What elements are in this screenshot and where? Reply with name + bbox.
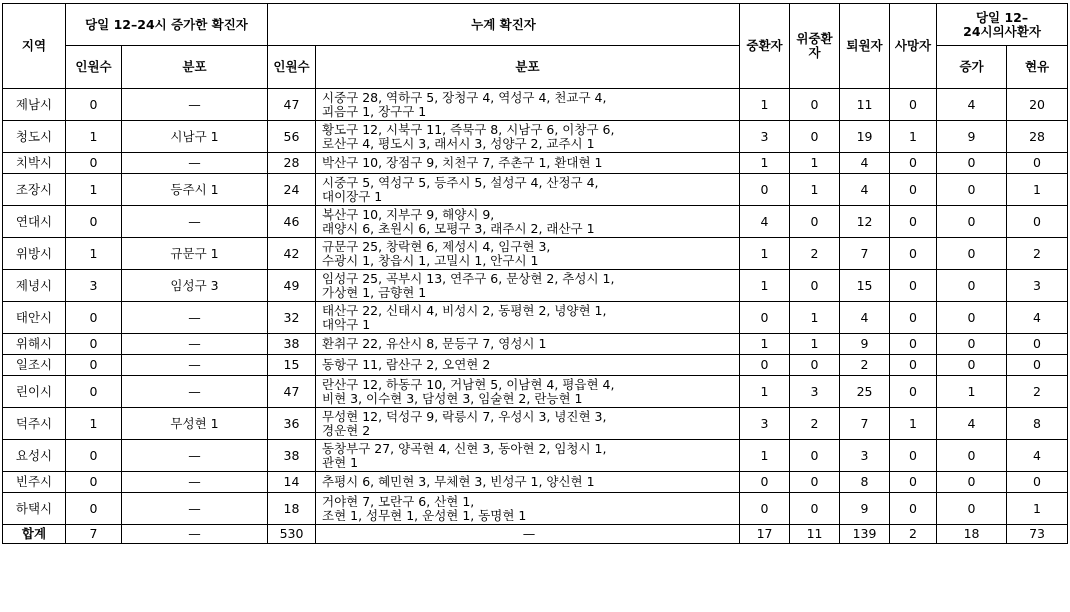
header-daily-suspected bbox=[937, 4, 1068, 46]
cell-deaths: 0 bbox=[890, 206, 937, 238]
table-row bbox=[3, 376, 1068, 408]
cell-severe: 1 bbox=[740, 238, 790, 270]
cell-increase: 18 bbox=[937, 525, 1007, 544]
cell-daily-distribution: 임성구 3 bbox=[122, 270, 268, 302]
cell-daily-distribution: — bbox=[122, 355, 268, 376]
cell-daily-count: 1 bbox=[66, 238, 122, 270]
cell-region: 빈주시 bbox=[3, 472, 66, 493]
cell-increase: 4 bbox=[937, 89, 1007, 121]
header-discharged: 퇴원자 bbox=[840, 4, 890, 89]
cell-discharged: 9 bbox=[840, 493, 890, 525]
cell-increase: 0 bbox=[937, 440, 1007, 472]
cell-current: 4 bbox=[1007, 302, 1068, 334]
cell-daily-count: 0 bbox=[66, 376, 122, 408]
cell-cum-count: 47 bbox=[268, 376, 316, 408]
cell-region: 덕주시 bbox=[3, 408, 66, 440]
cell-discharged: 4 bbox=[840, 302, 890, 334]
cell-deaths: 0 bbox=[890, 440, 937, 472]
table-row bbox=[3, 302, 1068, 334]
cell-severe: 1 bbox=[740, 270, 790, 302]
cell-severe: 0 bbox=[740, 174, 790, 206]
cell-increase: 0 bbox=[937, 206, 1007, 238]
cell-daily-count: 0 bbox=[66, 472, 122, 493]
header-daily-suspected-line1: 당일 12– bbox=[975, 9, 1029, 25]
table-row bbox=[3, 440, 1068, 472]
cell-region: 하택시 bbox=[3, 493, 66, 525]
cell-critical: 0 bbox=[790, 121, 840, 153]
header-cum-count: 인원수 bbox=[268, 46, 316, 89]
cell-discharged: 2 bbox=[840, 355, 890, 376]
cell-cum-distribution: 거야현 7, 모란구 6, 산현 1, 조현 1, 성무현 1, 운성현 1, 동명현 1 bbox=[316, 493, 740, 525]
cell-daily-count: 0 bbox=[66, 153, 122, 174]
cell-critical: 0 bbox=[790, 440, 840, 472]
cell-daily-distribution: — bbox=[122, 440, 268, 472]
cell-discharged: 3 bbox=[840, 440, 890, 472]
cell-critical: 11 bbox=[790, 525, 840, 544]
cell-discharged: 7 bbox=[840, 238, 890, 270]
table-row bbox=[3, 334, 1068, 355]
cell-critical: 0 bbox=[790, 355, 840, 376]
cell-deaths: 0 bbox=[890, 302, 937, 334]
cell-severe: 3 bbox=[740, 408, 790, 440]
cell-current: 0 bbox=[1007, 472, 1068, 493]
cell-deaths: 0 bbox=[890, 174, 937, 206]
cell-deaths: 0 bbox=[890, 493, 937, 525]
cell-cum-count: 46 bbox=[268, 206, 316, 238]
header-current: 현유 bbox=[1007, 46, 1068, 89]
cell-daily-count: 1 bbox=[66, 408, 122, 440]
cell-discharged: 15 bbox=[840, 270, 890, 302]
table-row bbox=[3, 89, 1068, 121]
cell-daily-distribution: 시남구 1 bbox=[122, 121, 268, 153]
cell-current: 0 bbox=[1007, 355, 1068, 376]
cell-discharged: 8 bbox=[840, 472, 890, 493]
cell-increase: 0 bbox=[937, 270, 1007, 302]
cell-increase: 0 bbox=[937, 355, 1007, 376]
cell-cum-distribution: 동항구 11, 람산구 2, 오연현 2 bbox=[316, 355, 740, 376]
cell-daily-count: 0 bbox=[66, 302, 122, 334]
cell-deaths: 1 bbox=[890, 121, 937, 153]
cell-increase: 9 bbox=[937, 121, 1007, 153]
cell-daily-count: 7 bbox=[66, 525, 122, 544]
cell-cum-distribution: 박산구 10, 장점구 9, 치천구 7, 주촌구 1, 환대현 1 bbox=[316, 153, 740, 174]
header-cum-distribution: 분포 bbox=[316, 46, 740, 89]
cell-region: 요성시 bbox=[3, 440, 66, 472]
cell-current: 1 bbox=[1007, 174, 1068, 206]
cell-cum-distribution: 환취구 22, 유산시 8, 문등구 7, 영성시 1 bbox=[316, 334, 740, 355]
cell-discharged: 7 bbox=[840, 408, 890, 440]
cell-discharged: 139 bbox=[840, 525, 890, 544]
cell-region: 위방시 bbox=[3, 238, 66, 270]
cell-cum-count: 38 bbox=[268, 440, 316, 472]
cell-critical: 0 bbox=[790, 89, 840, 121]
covid-statistics-table bbox=[2, 3, 1068, 544]
cell-cum-count: 47 bbox=[268, 89, 316, 121]
header-increase: 증가 bbox=[937, 46, 1007, 89]
cell-daily-count: 1 bbox=[66, 174, 122, 206]
cell-cum-distribution: 복산구 10, 지부구 9, 해양시 9, 래양시 6, 초원시 6, 모평구 3, 래주시 2, 래산구 1 bbox=[316, 206, 740, 238]
cell-daily-count: 0 bbox=[66, 493, 122, 525]
cell-region: 태안시 bbox=[3, 302, 66, 334]
cell-critical: 0 bbox=[790, 270, 840, 302]
cell-daily-distribution: — bbox=[122, 472, 268, 493]
cell-daily-distribution: — bbox=[122, 493, 268, 525]
cell-severe: 1 bbox=[740, 334, 790, 355]
cell-region: 연대시 bbox=[3, 206, 66, 238]
cell-daily-distribution: — bbox=[122, 376, 268, 408]
header-daily-count: 인원수 bbox=[66, 46, 122, 89]
cell-increase: 0 bbox=[937, 302, 1007, 334]
cell-cum-count: 38 bbox=[268, 334, 316, 355]
cell-discharged: 11 bbox=[840, 89, 890, 121]
cell-daily-distribution: — bbox=[122, 89, 268, 121]
cell-discharged: 25 bbox=[840, 376, 890, 408]
cell-cum-distribution: — bbox=[316, 525, 740, 544]
cell-deaths: 0 bbox=[890, 89, 937, 121]
table-row bbox=[3, 238, 1068, 270]
cell-current: 0 bbox=[1007, 153, 1068, 174]
cell-increase: 0 bbox=[937, 493, 1007, 525]
cell-current: 73 bbox=[1007, 525, 1068, 544]
table-row bbox=[3, 206, 1068, 238]
cell-severe: 1 bbox=[740, 440, 790, 472]
cell-deaths: 0 bbox=[890, 472, 937, 493]
cell-daily-count: 3 bbox=[66, 270, 122, 302]
cell-daily-count: 1 bbox=[66, 121, 122, 153]
cell-region: 일조시 bbox=[3, 355, 66, 376]
header-deaths: 사망자 bbox=[890, 4, 937, 89]
cell-daily-distribution: — bbox=[122, 525, 268, 544]
cell-critical: 1 bbox=[790, 302, 840, 334]
header-severe: 중환자 bbox=[740, 4, 790, 89]
cell-daily-distribution: 등주시 1 bbox=[122, 174, 268, 206]
cell-cum-count: 36 bbox=[268, 408, 316, 440]
table-row bbox=[3, 174, 1068, 206]
cell-critical: 1 bbox=[790, 153, 840, 174]
cell-daily-count: 0 bbox=[66, 440, 122, 472]
cell-daily-count: 0 bbox=[66, 334, 122, 355]
cell-critical: 1 bbox=[790, 174, 840, 206]
total-row bbox=[3, 525, 1068, 544]
cell-severe: 1 bbox=[740, 376, 790, 408]
cell-severe: 0 bbox=[740, 302, 790, 334]
cell-discharged: 4 bbox=[840, 174, 890, 206]
cell-region: 위해시 bbox=[3, 334, 66, 355]
cell-daily-count: 0 bbox=[66, 89, 122, 121]
cell-severe: 4 bbox=[740, 206, 790, 238]
cell-current: 2 bbox=[1007, 376, 1068, 408]
cell-critical: 2 bbox=[790, 238, 840, 270]
header-daily-confirmed: 당일 12–24시 증가한 확진자 bbox=[66, 4, 268, 46]
cell-cum-count: 530 bbox=[268, 525, 316, 544]
cell-cum-count: 14 bbox=[268, 472, 316, 493]
cell-daily-distribution: — bbox=[122, 302, 268, 334]
header-region: 지역 bbox=[3, 4, 66, 89]
cell-cum-distribution: 황도구 12, 시북구 11, 즉묵구 8, 시남구 6, 이창구 6, 로산구 4, 평도시 3, 래서시 3, 성양구 2, 교주시 1 bbox=[316, 121, 740, 153]
table-row bbox=[3, 153, 1068, 174]
header-daily-distribution: 분포 bbox=[122, 46, 268, 89]
cell-current: 0 bbox=[1007, 334, 1068, 355]
header-daily-suspected-line2: 24시의사환자 bbox=[963, 23, 1041, 39]
header-cumulative: 누계 확진자 bbox=[268, 4, 740, 46]
cell-deaths: 0 bbox=[890, 270, 937, 302]
cell-cum-count: 42 bbox=[268, 238, 316, 270]
cell-critical: 0 bbox=[790, 206, 840, 238]
cell-deaths: 2 bbox=[890, 525, 937, 544]
cell-discharged: 9 bbox=[840, 334, 890, 355]
cell-increase: 0 bbox=[937, 238, 1007, 270]
cell-region: 제남시 bbox=[3, 89, 66, 121]
cell-daily-distribution: — bbox=[122, 206, 268, 238]
cell-discharged: 4 bbox=[840, 153, 890, 174]
cell-region: 조장시 bbox=[3, 174, 66, 206]
cell-increase: 0 bbox=[937, 472, 1007, 493]
cell-cum-distribution: 동창부구 27, 양곡현 4, 신현 3, 동아현 2, 임청시 1, 관현 1 bbox=[316, 440, 740, 472]
cell-daily-count: 0 bbox=[66, 206, 122, 238]
cell-severe: 0 bbox=[740, 355, 790, 376]
cell-severe: 3 bbox=[740, 121, 790, 153]
cell-region: 합계 bbox=[3, 525, 66, 544]
cell-region: 치박시 bbox=[3, 153, 66, 174]
cell-daily-distribution: — bbox=[122, 334, 268, 355]
table-row bbox=[3, 408, 1068, 440]
cell-cum-count: 32 bbox=[268, 302, 316, 334]
cell-increase: 1 bbox=[937, 376, 1007, 408]
cell-region: 청도시 bbox=[3, 121, 66, 153]
cell-cum-count: 18 bbox=[268, 493, 316, 525]
cell-cum-distribution: 추평시 6, 혜민현 3, 무체현 3, 빈성구 1, 양신현 1 bbox=[316, 472, 740, 493]
cell-increase: 4 bbox=[937, 408, 1007, 440]
table-row bbox=[3, 121, 1068, 153]
cell-cum-distribution: 규문구 25, 창락현 6, 제성시 4, 임구현 3, 수광시 1, 창읍시 1, 고밀시 1, 안구시 1 bbox=[316, 238, 740, 270]
cell-cum-count: 28 bbox=[268, 153, 316, 174]
cell-critical: 0 bbox=[790, 472, 840, 493]
cell-discharged: 19 bbox=[840, 121, 890, 153]
cell-critical: 0 bbox=[790, 493, 840, 525]
cell-deaths: 0 bbox=[890, 238, 937, 270]
cell-severe: 0 bbox=[740, 472, 790, 493]
cell-critical: 2 bbox=[790, 408, 840, 440]
cell-daily-distribution: 무성현 1 bbox=[122, 408, 268, 440]
cell-deaths: 0 bbox=[890, 355, 937, 376]
cell-cum-distribution: 시중구 5, 역성구 5, 등주시 5, 설성구 4, 산정구 4, 대이장구 1 bbox=[316, 174, 740, 206]
cell-cum-distribution: 시중구 28, 역하구 5, 장청구 4, 역성구 4, 천교구 4, 괴음구 1, 장구구 1 bbox=[316, 89, 740, 121]
cell-increase: 0 bbox=[937, 174, 1007, 206]
cell-region: 린이시 bbox=[3, 376, 66, 408]
cell-severe: 0 bbox=[740, 493, 790, 525]
cell-daily-distribution: — bbox=[122, 153, 268, 174]
table-row bbox=[3, 355, 1068, 376]
cell-severe: 1 bbox=[740, 153, 790, 174]
cell-current: 4 bbox=[1007, 440, 1068, 472]
cell-severe: 17 bbox=[740, 525, 790, 544]
cell-current: 8 bbox=[1007, 408, 1068, 440]
cell-discharged: 12 bbox=[840, 206, 890, 238]
cell-critical: 1 bbox=[790, 334, 840, 355]
cell-current: 3 bbox=[1007, 270, 1068, 302]
cell-current: 28 bbox=[1007, 121, 1068, 153]
table-row bbox=[3, 472, 1068, 493]
header-critical: 위중환자 bbox=[790, 4, 840, 89]
cell-increase: 0 bbox=[937, 153, 1007, 174]
cell-cum-distribution: 태산구 22, 신태시 4, 비성시 2, 동평현 2, 녕양현 1, 대악구 1 bbox=[316, 302, 740, 334]
cell-cum-distribution: 란산구 12, 하동구 10, 거남현 5, 이남현 4, 평읍현 4, 비현 3, 이수현 3, 담성현 3, 임술현 2, 란능현 1 bbox=[316, 376, 740, 408]
cell-daily-distribution: 규문구 1 bbox=[122, 238, 268, 270]
cell-deaths: 0 bbox=[890, 153, 937, 174]
cell-increase: 0 bbox=[937, 334, 1007, 355]
cell-daily-count: 0 bbox=[66, 355, 122, 376]
cell-critical: 3 bbox=[790, 376, 840, 408]
cell-cum-distribution: 임성구 25, 곡부시 13, 연주구 6, 문상현 2, 추성시 1, 가상현 1, 금향현 1 bbox=[316, 270, 740, 302]
cell-cum-count: 15 bbox=[268, 355, 316, 376]
cell-current: 20 bbox=[1007, 89, 1068, 121]
cell-cum-count: 56 bbox=[268, 121, 316, 153]
cell-severe: 1 bbox=[740, 89, 790, 121]
cell-cum-distribution: 무성현 12, 덕성구 9, 락릉시 7, 우성시 3, 녕진현 3, 경운현 2 bbox=[316, 408, 740, 440]
cell-cum-count: 49 bbox=[268, 270, 316, 302]
cell-current: 2 bbox=[1007, 238, 1068, 270]
cell-current: 0 bbox=[1007, 206, 1068, 238]
cell-current: 1 bbox=[1007, 493, 1068, 525]
table-row bbox=[3, 270, 1068, 302]
table-row bbox=[3, 493, 1068, 525]
cell-region: 제녕시 bbox=[3, 270, 66, 302]
cell-cum-count: 24 bbox=[268, 174, 316, 206]
cell-deaths: 0 bbox=[890, 334, 937, 355]
cell-deaths: 1 bbox=[890, 408, 937, 440]
cell-deaths: 0 bbox=[890, 376, 937, 408]
